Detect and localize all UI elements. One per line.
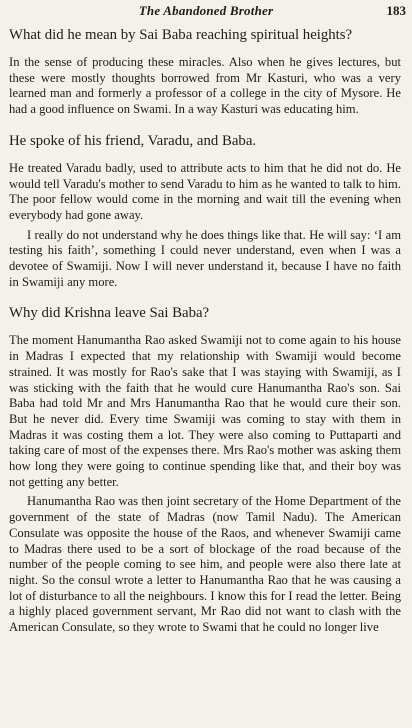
answer-1: In the sense of producing these miracles. Also when he gives lectures, but these were mostly thoughts borrowed from Mr Kasturi, who was a very learned man and formerly a professor of a college in the city of Mysore. He had a good influence on Swami. In a way Kasturi was educating him.	[9, 55, 401, 117]
page-number: 183	[386, 3, 406, 18]
answer-3-paragraph-2: Hanumantha Rao was then joint secretary of the Home Department of the government of the state of Madras (now Tamil Nadu). The American Consulate was opposite the house of the Raos, and whenever Swamiji came to Madras there used to be a sort of blockage of the road because of the number of the people coming to see him, and people were also there late at night. So the consul wrote a letter to Hanumantha Rao that he was causing a lot of disturbance to all the neighbours. I know this for I read the letter. Being a highly placed government servant, Mr Rao did not want to clash with the American Consulate, so they wrote to Swami that he could no longer live	[9, 494, 401, 635]
running-header	[0, 3, 412, 21]
answer-2-paragraph-1: He treated Varadu badly, used to attribute acts to him that he did not do. He would tell Varadu's mother to send Varadu to him as he wanted to talk to him. The poor fellow would come in the morning and wait till the evening when everybody had gone away.	[9, 160, 401, 222]
answer-3-paragraph-1: The moment Hanumantha Rao asked Swamiji not to come again to his house in Madras I expected that my relationship with Swamiji would become strained. It was mostly for Rao's sake that I was staying with Swamiji, as I was sticking with the faith that he would cure Hanumantha Rao's son. Sai Baba had told Mr and Mrs Hanumantha Rao that he would cure their son. But he never did. Every time Swamiji was coming to stay with them in Madras it was costing them a lot. They were also coming to Puttaparti and taking care of most of the expenses there. Mrs Rao's mother was asking them how long they were going to continue spending like that, and their boy was not getting any better.	[9, 333, 401, 489]
question-2: He spoke of his friend, Varadu, and Baba.	[9, 132, 257, 149]
question-3: Why did Krishna leave Sai Baba?	[9, 305, 210, 322]
question-1: What did he mean by Sai Baba reaching spiritual heights?	[9, 27, 353, 43]
page-body	[9, 26, 401, 636]
answer-2-paragraph-2: I really do not understand why he does things like that. He will say: ‘I am testing his faith’, something I could never understand, even when I was a devotee of Swamiji. Now I will never understand it, because I have no faith in Swamiji any more.	[9, 227, 401, 289]
chapter-title: The Abandoned Brother	[138, 3, 274, 18]
